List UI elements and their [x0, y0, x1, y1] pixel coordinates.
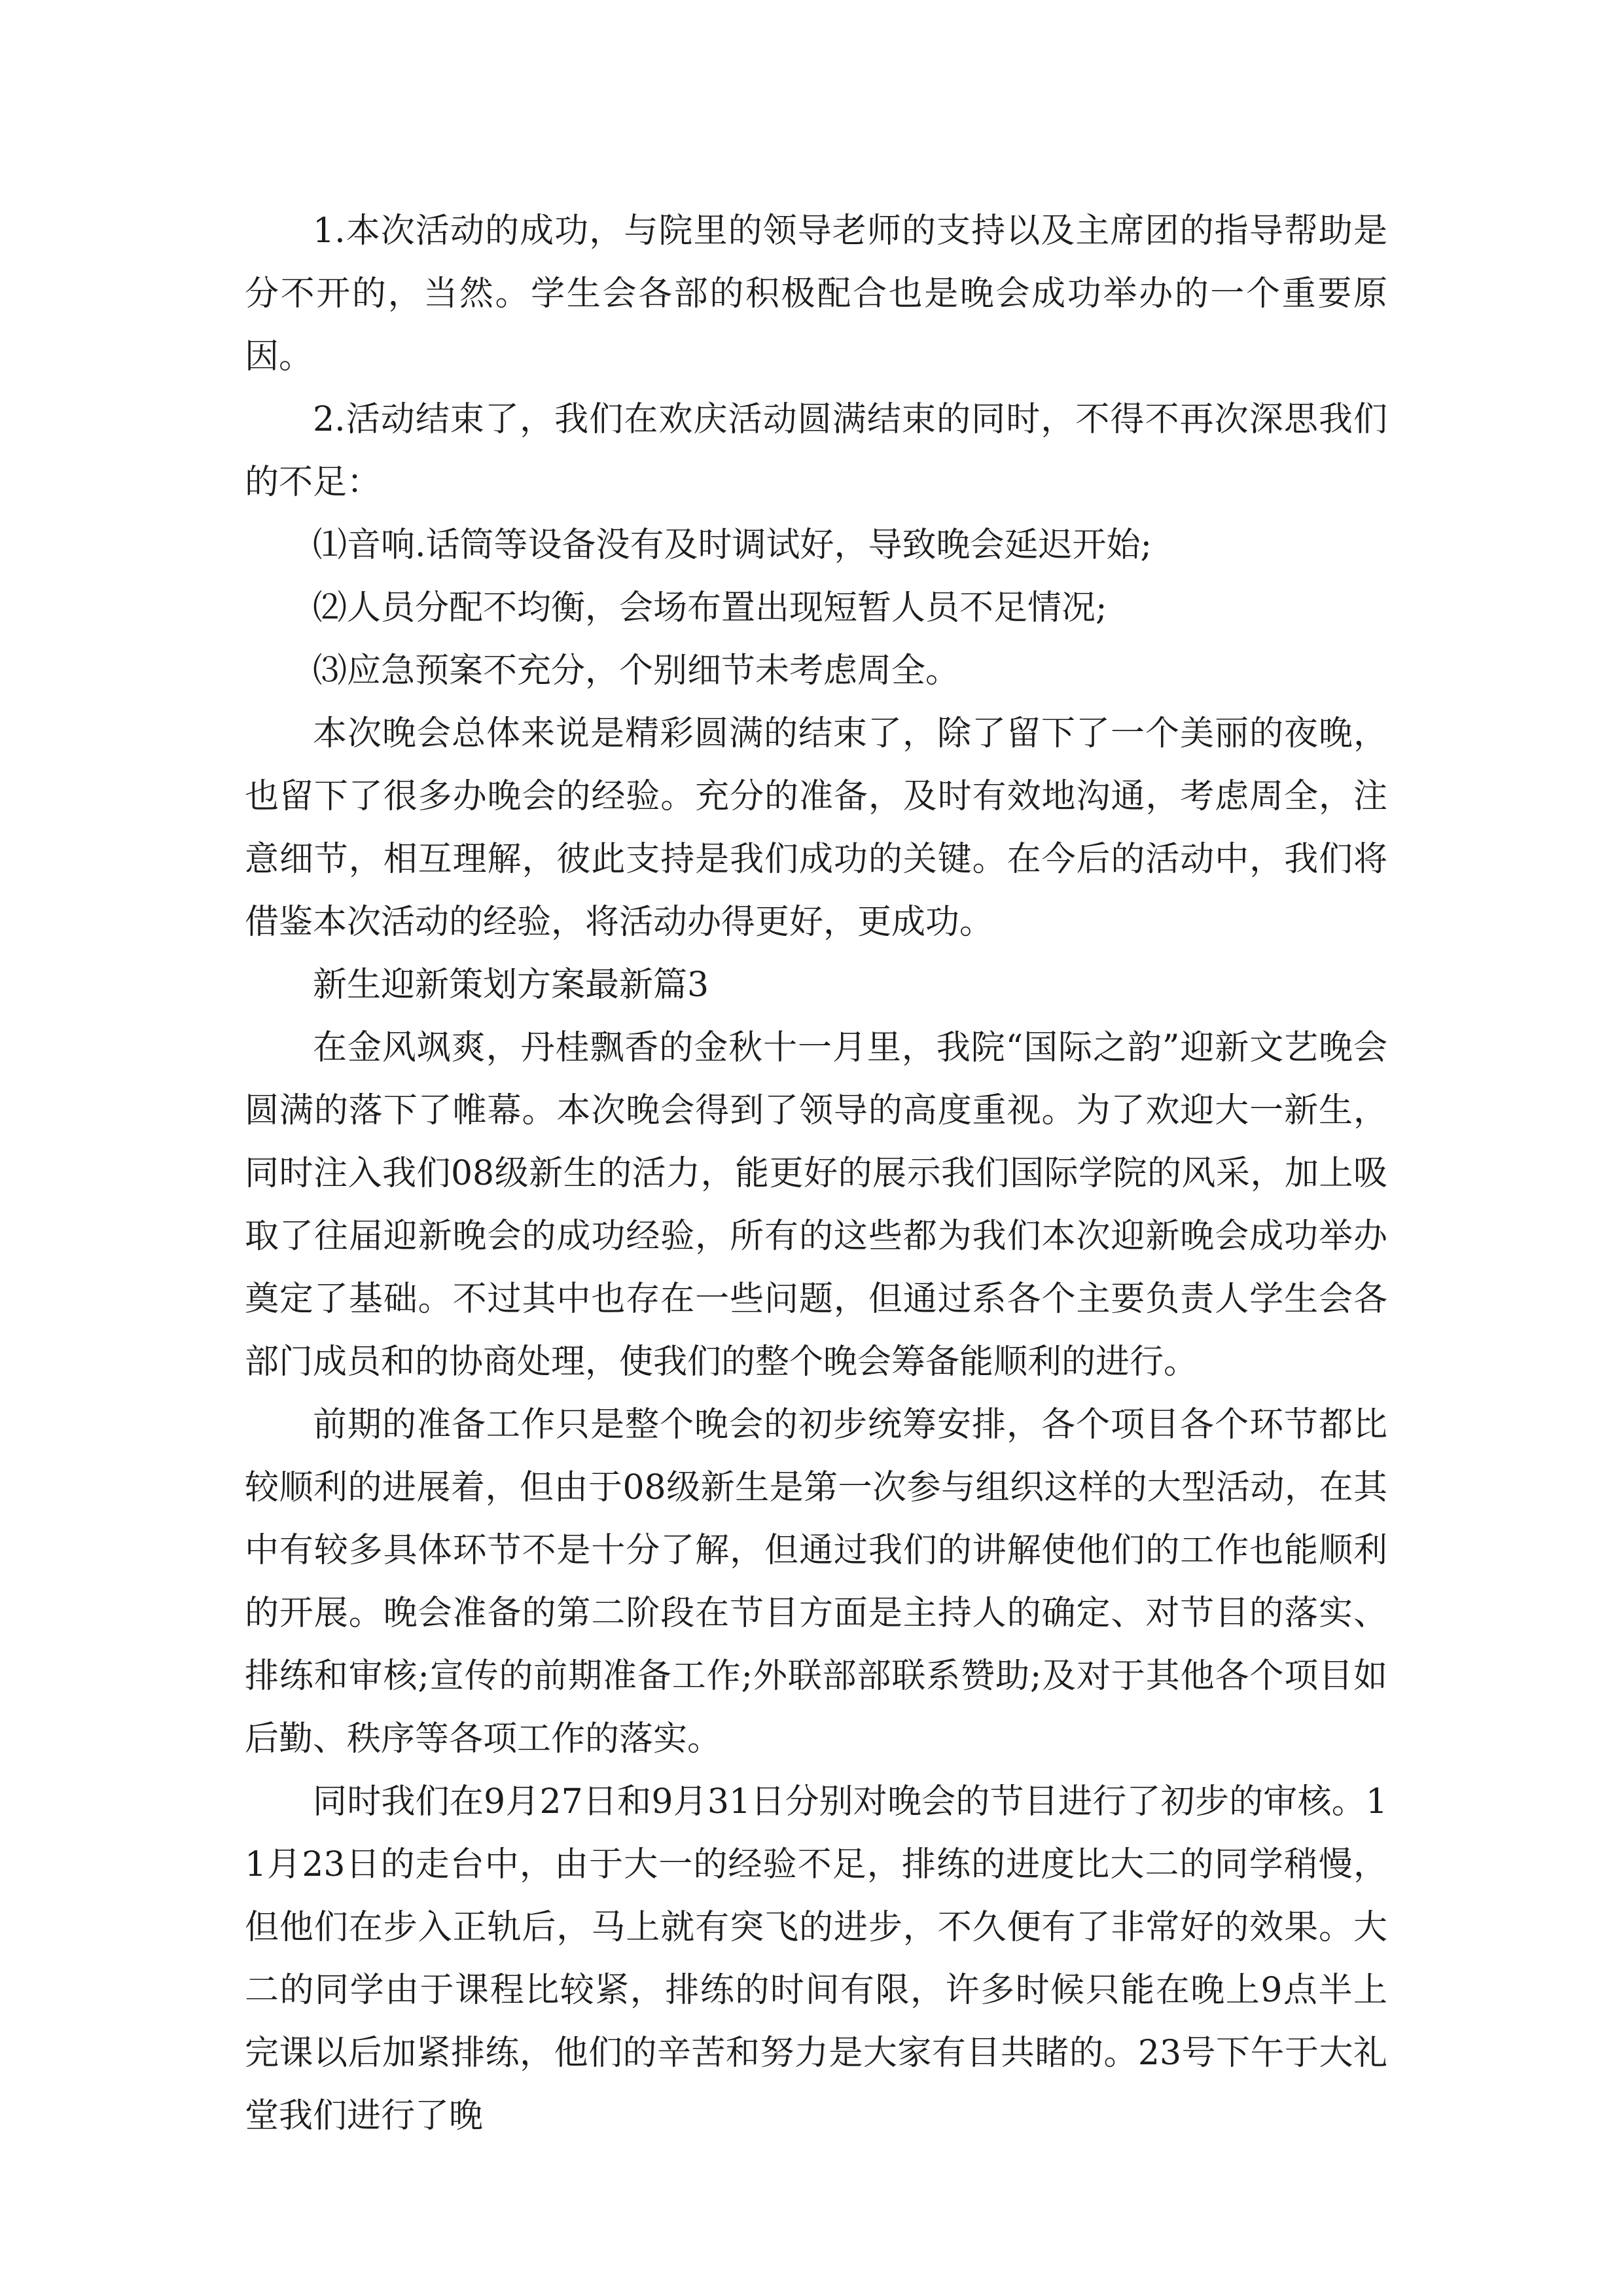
section-heading: 新生迎新策划方案最新篇3	[313, 965, 709, 1005]
paragraph-shortcoming-2: ⑵人员分配不均衡，会场布置出现短暂人员不足情况;	[313, 588, 1107, 628]
paragraph-shortcoming-3: ⑶应急预案不充分，个别细节未考虑周全。	[313, 651, 960, 691]
paragraph-rehearsal: 同时我们在9月27日和9月31日分别对晚会的节目进行了初步的审核。11月23日的走台中，由于大一的经验不足，排练的进度比大二的同学稍慢，但他们在步入正轨后，马上就有突飞的进步，不久便有了非常好的效果。大二的同学由于课程比较紧，排练的时间有限，许多时候只能在晚上9点半上完课以后加紧排练，他们的辛苦和努力是大家有目共睹的。23号下午于大礼堂我们进行了晚	[245, 1782, 1387, 2136]
paragraph-summary-point-2: 2.活动结束了，我们在欢庆活动圆满结束的同时，不得不再次深思我们的不足：	[245, 400, 1387, 502]
paragraph-preparation: 前期的准备工作只是整个晚会的初步统筹安排，各个项目各个环节都比较顺利的进展着，但由于08级新生是第一次参与组织这样的大型活动，在其中有较多具体环节不是十分了解，但通过我们的讲解使他们的工作也能顺利的开展。晚会准备的第二阶段在节目方面是主持人的确定、对节目的落实、排练和审核;宣传的前期准备工作;外联部部联系赞助;及对于其他各个项目如后勤、秩序等各项工作的落实。	[245, 1405, 1387, 1759]
paragraph-overall-conclusion: 本次晚会总体来说是精彩圆满的结束了，除了留下了一个美丽的夜晚，也留下了很多办晚会的经验。充分的准备，及时有效地沟通，考虑周全，注意细节，相互理解，彼此支持是我们成功的关键。在今后的活动中，我们将借鉴本次活动的经验，将活动办得更好，更成功。	[245, 714, 1387, 942]
document-body	[245, 200, 1387, 2147]
paragraph-intro: 在金风飒爽，丹桂飘香的金秋十一月里，我院“国际之韵”迎新文艺晚会圆满的落下了帷幕。本次晚会得到了领导的高度重视。为了欢迎大一新生，同时注入我们08级新生的活力，能更好的展示我们国际学院的风采，加上吸取了往届迎新晚会的成功经验，所有的这些都为我们本次迎新晚会成功举办奠定了基础。不过其中也存在一些问题，但通过系各个主要负责人学生会各部门成员和的协商处理，使我们的整个晚会筹备能顺利的进行。	[245, 1028, 1387, 1382]
paragraph-shortcoming-1: ⑴音响.话筒等设备没有及时调试好，导致晚会延迟开始;	[313, 526, 1152, 565]
paragraph-summary-point-1: 1.本次活动的成功，与院里的领导老师的支持以及主席团的指导帮助是分不开的，当然。学生会各部的积极配合也是晚会成功举办的一个重要原因。	[245, 211, 1387, 376]
